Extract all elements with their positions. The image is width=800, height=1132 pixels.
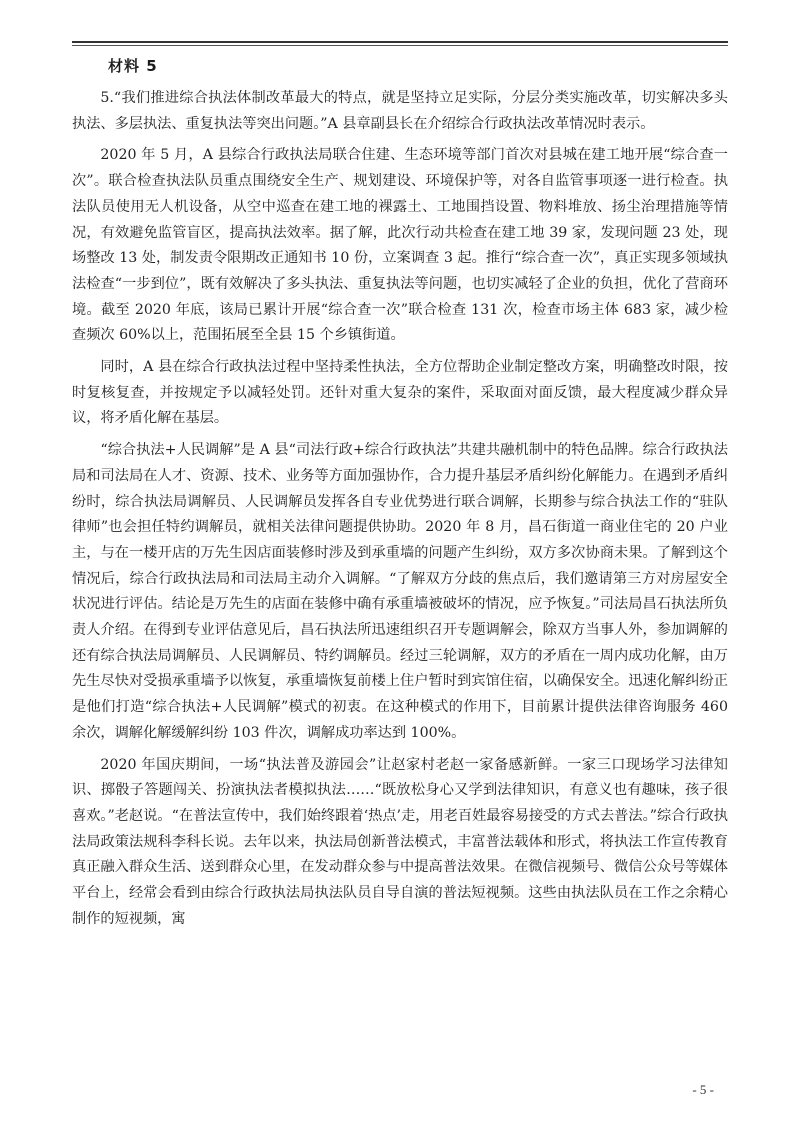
document-body	[72, 86, 728, 939]
paragraph: 5.“我们推进综合执法体制改革最大的特点，就是坚持立足实际，分层分类实施改革，切实解决多头执法、多层执法、重复执法等突出问题。”A 县章副县长在介绍综合行政执法改革情况时表示。	[72, 90, 728, 132]
header-rule-thin	[72, 45, 728, 46]
section-heading: 材料 5	[108, 57, 158, 75]
paragraph: 2020 年 5 月，A 县综合行政执法局联合住建、生态环境等部门首次对县城在建工地开展“综合查一次”。联合检查执法队员重点围绕安全生产、规划建设、环境保护等，对各自监管事项逐一进行检查。执法队员使用无人机设备，从空中巡查在建工地的裸露土、工地围挡设置、物料堆放、扬尘治理措施等情况，有效避免监管盲区，提高执法效率。据了解，此次行动共检查在建工地 39 家，发现问题 23 处，现场整改 13 处，制发责令限期改正通知书 10 份，立案调查 3 起。推行“综合查一次”，真正实现多领域执法检查“一步到位”，既有效解决了多头执法、重复执法等问题，也切实减轻了企业的负担，优化了营商环境。截至 2020 年底，该局已累计开展“综合查一次”联合检查 131 次，检查市场主体 683 家，减少检查频次 60%以上，范围拓展至全县 15 个乡镇街道。	[72, 147, 728, 344]
header-rule	[72, 41, 728, 43]
paragraph: “综合执法+人民调解”是 A 县“司法行政+综合行政执法”共建共融机制中的特色品牌。综合行政执法局和司法局在人才、资源、技术、业务等方面加强协作，合力提升基层矛盾纠纷化解能力。在遇到矛盾纠纷时，综合执法局调解员、人民调解员发挥各自专业优势进行联合调解，长期参与综合执法工作的“驻队律师”也会担任特约调解员，就相关法律问题提供协助。2020 年 8 月，昌石街道一商业住宅的 20 户业主，与在一楼开店的万先生因店面装修时涉及到承重墙的问题产生纠纷，双方多次协商未果。了解到这个情况后，综合行政执法局和司法局主动介入调解。“了解双方分歧的焦点后，我们邀请第三方对房屋安全状况进行评估。结论是万先生的店面在装修中确有承重墙被破坏的情况，应予恢复。”司法局昌石执法所负责人介绍。在得到专业评估意见后，昌石执法所迅速组织召开专题调解会，除双方当事人外，参加调解的还有综合执法局调解员、人民调解员、特约调解员。经过三轮调解，双方的矛盾在一周内成功化解，由万先生尽快对受损承重墙予以恢复，承重墙恢复前楼上住户暂时到宾馆住宿，以确保安全。迅速化解纠纷正是他们打造“综合执法+人民调解”模式的初衷。在这种模式的作用下，目前累计提供法律咨询服务 460 余次，调解化解缓解纠纷 103 件次，调解成功率达到 100%。	[72, 442, 728, 741]
page-number: - 5 -	[692, 1082, 714, 1097]
paragraph: 2020 年国庆期间，一场“执法普及游园会”让赵家村老赵一家备感新鲜。一家三口现场学习法律知识、掷骰子答题闯关、扮演执法者模拟执法……“既放松身心又学到法律知识，有意义也有趣味，孩子很喜欢。”老赵说。“在普法宣传中，我们始终跟着‘热点’走，用老百姓最容易接受的方式去普法。”综合行政执法局政策法规科李科长说。去年以来，执法局创新普法模式，丰富普法载体和形式，将执法工作宣传教育真正融入群众生活、送到群众心里，在发动群众参与中提高普法效果。在微信视频号、微信公众号等媒体平台上，经常会看到由综合行政执法局执法队员自导自演的普法短视频。这些由执法队员在工作之余精心制作的短视频，寓	[72, 756, 728, 927]
paragraph: 同时，A 县在综合行政执法过程中坚持柔性执法，全方位帮助企业制定整改方案，明确整改时限，按时复核复查，并按规定予以减轻处罚。还针对重大复杂的案件，采取面对面反馈，最大程度减少群众异议，将矛盾化解在基层。	[72, 359, 728, 427]
